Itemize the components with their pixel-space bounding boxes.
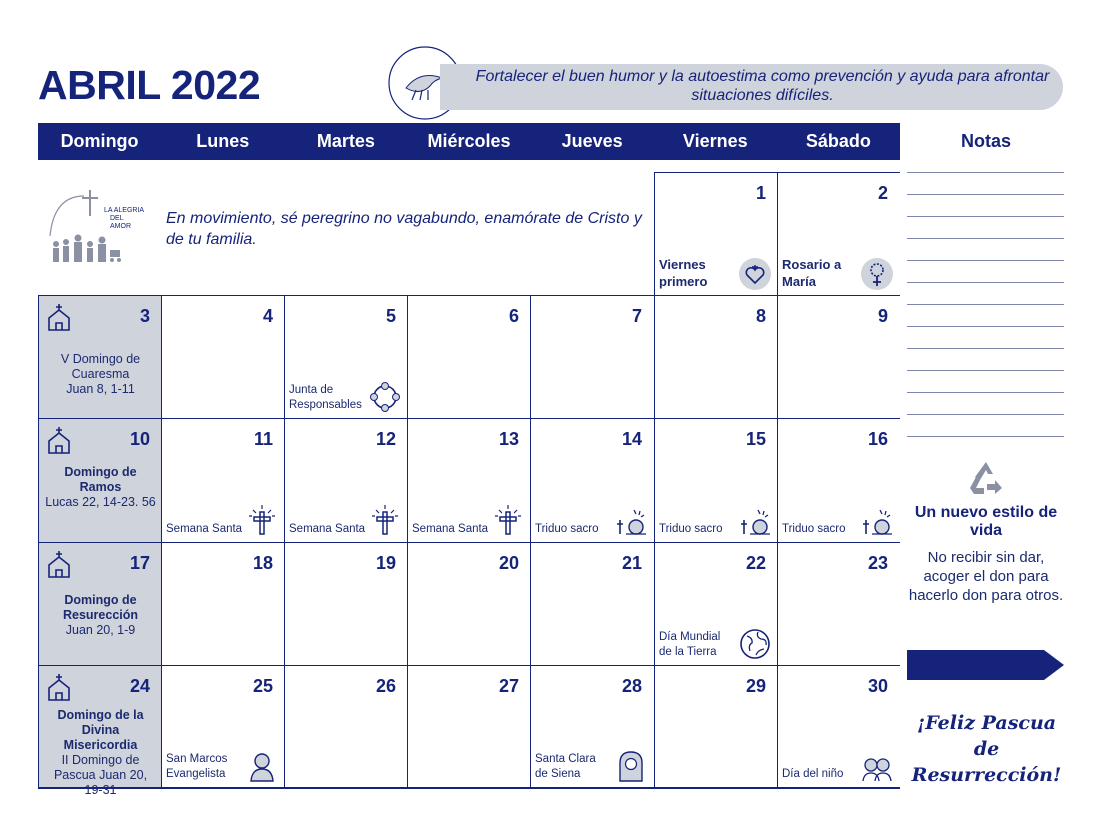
arrow-banner-icon [907,650,1064,680]
day-cell-25[interactable] [161,665,285,789]
rosary-icon [860,257,894,291]
day-number: 24 [129,676,150,696]
sunday-title: Domingo de la Divina Misericordia [57,708,144,752]
weekday-saturday: Sábado [805,131,871,151]
day-cell-21[interactable] [530,542,654,665]
globe-icon [738,627,772,661]
day-number: 18 [252,553,273,573]
day-cell-22[interactable] [654,542,778,665]
recycle-icon [966,458,1006,498]
event-label: Semana Santa [412,523,489,535]
intro-text: En movimiento, sé peregrino no vagabundo, enamórate de Cristo y de tu familia. [166,210,642,248]
day-cell-15[interactable] [654,418,778,542]
sunday-title: Domingo de Ramos [64,465,137,494]
day-cell-28[interactable] [530,665,654,789]
day-cell-9[interactable] [777,295,900,418]
day-number: 11 [253,429,273,449]
day-cell-26[interactable] [284,665,408,789]
note-line[interactable] [907,194,1064,195]
calendar-grid [38,172,900,797]
svg-text:AMOR: AMOR [110,223,131,230]
sunday-reading: II Domingo de Pascua Juan 20, 19-31 [53,753,148,797]
sunday-reading: Lucas 22, 14-23. 56 [45,495,156,509]
day-number: 30 [867,676,888,696]
day-number: 20 [498,553,519,573]
note-line[interactable] [907,260,1064,261]
day-cell-7[interactable] [530,295,654,418]
day-cell-12[interactable] [284,418,408,542]
day-number: 6 [508,306,519,326]
day-cell-11[interactable] [161,418,285,542]
sunday-readings [45,593,156,638]
day-number: 16 [867,429,888,449]
day-number: 21 [621,553,642,573]
triduum-icon [860,504,894,538]
event-label: San Marcos Evangelista [166,753,228,780]
weekday-monday: Lunes [196,131,250,151]
month-title: ABRIL 2022 [38,62,261,108]
sunday-reading: Juan 8, 1-11 [66,382,135,396]
day-number: 10 [129,429,150,449]
sunday-readings [45,352,156,397]
sunday-readings [45,708,156,798]
day-number: 23 [867,553,888,573]
weekday-tuesday: Martes [316,131,375,151]
event-label: Triduo sacro [535,523,599,535]
sunday-title: Domingo de Resurección [62,593,139,622]
day-cell-5[interactable] [284,295,408,418]
triduum-icon [614,504,648,538]
sunday-title: V Domingo de Cuaresma [60,352,141,381]
sidebar-heading: Un nuevo estilo de vida [914,504,1058,539]
svg-text:LA ALEGRIA: LA ALEGRIA [104,207,145,214]
event-label: Santa Clara de Siena [535,753,596,780]
day-number: 15 [745,429,766,449]
day-number: 1 [755,183,766,203]
note-line[interactable] [907,172,1064,173]
note-line[interactable] [907,436,1064,437]
event-label: Día Mundial de la Tierra [659,631,721,658]
church-icon [45,672,73,702]
event-label: Semana Santa [166,523,243,535]
day-number: 28 [621,676,642,696]
event-label: Viernes primero [659,257,708,289]
event-label: Triduo sacro [782,523,846,535]
event-label: Semana Santa [289,523,366,535]
cross-icon [245,504,279,538]
day-number: 19 [375,553,396,573]
easter-wish: ¡Feliz Pascua de Resurrección! [911,712,1062,786]
church-icon [45,302,73,332]
header-quote: Fortalecer el buen humor y la autoestima como prevención y ayuda para afrontar situaciones difíciles. [475,68,1050,104]
note-line[interactable] [907,370,1064,371]
event-label: Rosario a María [782,257,842,289]
day-cell-10[interactable] [38,418,162,542]
day-number: 8 [755,306,766,326]
day-cell-23[interactable] [777,542,900,665]
day-number: 22 [745,553,766,573]
day-cell-16[interactable] [777,418,900,542]
day-cell-13[interactable] [407,418,531,542]
day-cell-6[interactable] [407,295,531,418]
cross-icon [491,504,525,538]
day-cell-1[interactable] [654,172,778,295]
weekday-wednesday: Miércoles [427,131,511,151]
event-label: Día del niño [782,768,844,780]
day-number: 25 [252,676,273,696]
weekday-sunday: Domingo [60,131,139,151]
sacred-heart-icon [738,257,772,291]
weekday-thursday: Jueves [561,131,623,151]
day-cell-3[interactable] [38,295,162,418]
day-number: 13 [498,429,519,449]
day-cell-24[interactable] [38,665,162,797]
day-cell-2[interactable] [777,172,900,295]
weekday-friday: Viernes [682,131,748,151]
day-cell-29[interactable] [654,665,778,789]
children-icon [860,749,894,783]
day-number: 5 [385,306,396,326]
sidebar-body: No recibir sin dar, acoger el don para hacerlo don para otros. [908,549,1064,604]
day-number: 29 [745,676,766,696]
day-cell-18[interactable] [161,542,285,665]
cross-icon [368,504,402,538]
saint-mark-icon [245,749,279,783]
day-number: 7 [631,306,642,326]
note-line[interactable] [907,238,1064,239]
day-number: 14 [621,429,642,449]
svg-text:DEL: DEL [110,215,124,222]
day-cell-30[interactable] [777,665,900,789]
day-number: 9 [877,306,888,326]
event-label: Triduo sacro [659,523,723,535]
day-number: 3 [139,306,150,326]
day-number: 4 [262,306,273,326]
day-cell-19[interactable] [284,542,408,665]
day-number: 12 [375,429,396,449]
day-cell-20[interactable] [407,542,531,665]
sunday-readings [45,465,156,510]
day-cell-4[interactable] [161,295,285,418]
day-number: 2 [877,183,888,203]
day-number: 27 [498,676,519,696]
church-icon [45,549,73,579]
day-cell-14[interactable] [530,418,654,542]
weekday-header-bar [38,123,900,160]
day-number: 26 [375,676,396,696]
day-cell-17[interactable] [38,542,162,665]
triduum-icon [738,504,772,538]
saint-clare-icon [614,749,648,783]
note-line[interactable] [907,392,1064,393]
day-cell-27[interactable] [407,665,531,789]
sunday-reading: Juan 20, 1-9 [65,623,136,637]
hands-circle-icon [368,380,402,414]
day-cell-8[interactable] [654,295,778,418]
event-label: Junta de Responsables [289,384,362,411]
note-line[interactable] [907,326,1064,327]
note-line[interactable] [907,348,1064,349]
note-line[interactable] [907,282,1064,283]
church-icon [45,425,73,455]
note-line[interactable] [907,304,1064,305]
notes-title: Notas [960,131,1011,151]
note-line[interactable] [907,216,1064,217]
note-line[interactable] [907,414,1064,415]
day-number: 17 [129,553,150,573]
